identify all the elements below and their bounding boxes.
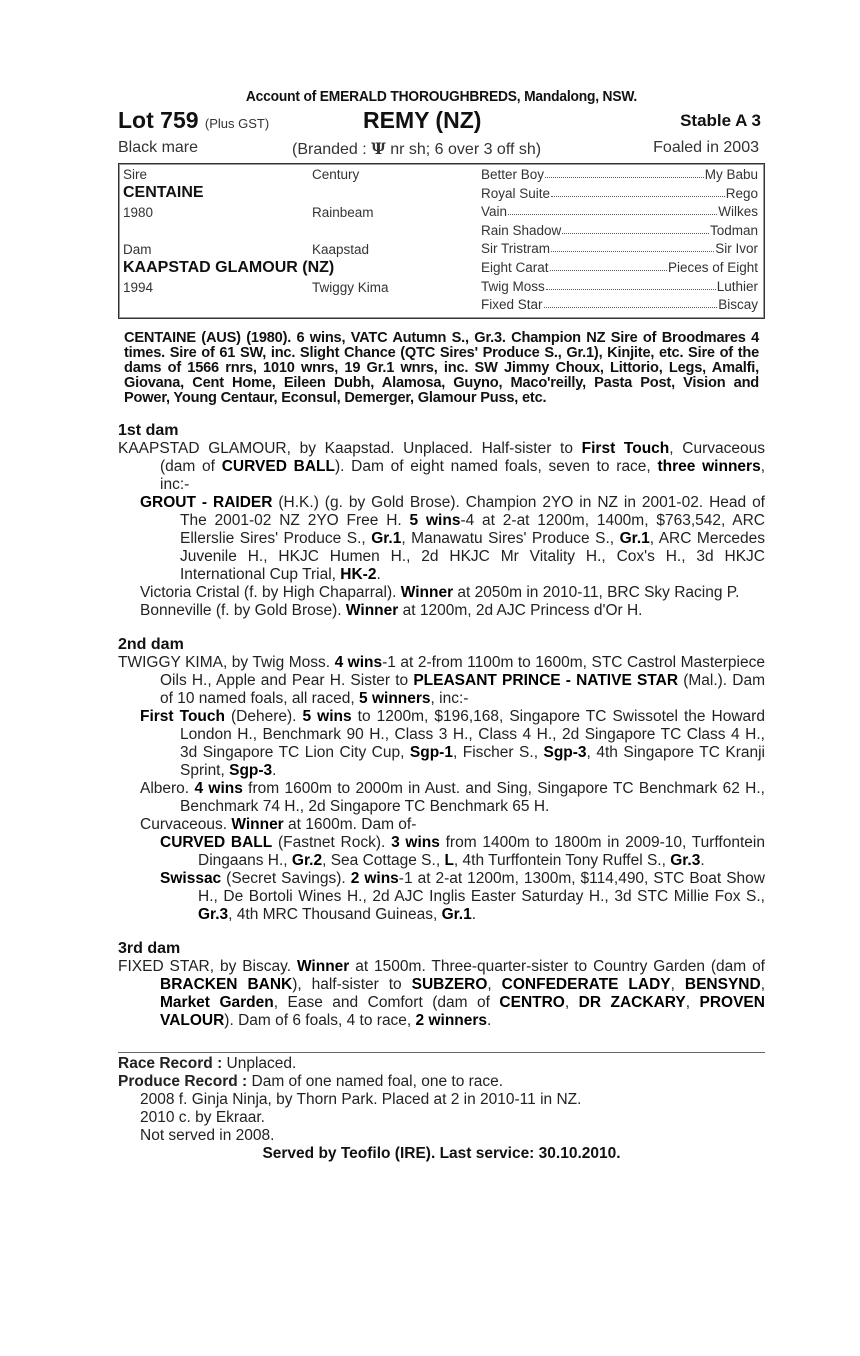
text: KAAPSTAD GLAMOUR, by Kaapstad. Unplaced. Half-sister to (118, 440, 582, 457)
bold-text: CENTRO (499, 994, 565, 1011)
text: , Fischer S., (452, 744, 544, 761)
ancestor-name: Rain Shadow (481, 222, 562, 238)
text: , Manawatu Sires' Produce S., (401, 530, 620, 547)
bold-text: 4 wins (334, 654, 383, 671)
bold-text: PROVEN VALOUR (160, 994, 765, 1029)
dot-leader (508, 204, 717, 215)
bold-text: three winners (657, 458, 761, 475)
bold-text: Winner (400, 584, 454, 601)
sire-label: Sire (123, 167, 148, 182)
dot-leader (562, 223, 709, 234)
pedigree-third-gen-row (481, 223, 758, 238)
bold-text: CURVED BALL (160, 834, 273, 851)
text: , Ease and Comfort (dam of (273, 994, 500, 1011)
pedigree-third-gen-row (481, 297, 758, 312)
text: ), half-sister to (292, 976, 412, 993)
lot-label: Lot 759 (118, 107, 199, 133)
bold-text: CONFEDERATE LADY (501, 976, 671, 993)
dot-leader (550, 260, 667, 271)
dam-label: Dam (123, 242, 152, 257)
bold-text: Gr.3 (670, 852, 701, 869)
text: (H.K.) (g. by Gold Brose). Champion 2YO in NZ in 2001-02. Head of The 2001-02 NZ 2YO Free H. (180, 494, 765, 529)
pedigree-entry (118, 780, 765, 816)
bold-text: PLEASANT PRINCE - NATIVE STAR (413, 672, 679, 689)
produce-item: Not served in 2008. (140, 1127, 275, 1144)
text: , (670, 976, 685, 993)
brand-mark-icon: Ψ (371, 139, 386, 158)
bold-text: DR ZACKARY (578, 994, 686, 1011)
bold-text: GROUT - RAIDER (140, 494, 273, 511)
bold-text: CURVED BALL (221, 458, 335, 475)
bold-text: Gr.1 (371, 530, 402, 547)
bold-text: 4 wins (194, 780, 243, 797)
text: at 2050m in 2010-11, BRC Sky Racing P. (453, 584, 740, 601)
service-info: Served by Teofilo (IRE). Last service: 30.10.2010. (262, 1145, 621, 1162)
produce-list (118, 1091, 765, 1145)
sire-sire: Century (312, 167, 360, 182)
race-record-value: Unplaced. (226, 1055, 297, 1072)
bold-text: 5 wins (302, 708, 352, 725)
bold-text: HK-2 (340, 566, 377, 583)
dot-leader (551, 186, 725, 197)
horse-description: Black mare (118, 139, 199, 156)
text: , (760, 976, 765, 993)
text: -1 at 2-from 1100m to 1600m, STC Castrol Masterpiece Oils H., Apple and Pear H. Sister to (160, 654, 765, 689)
text: , (564, 994, 579, 1011)
ancestor-sire: Luthier (716, 278, 758, 294)
text: FIXED STAR, by Biscay. (118, 958, 297, 975)
text: , 4th Singapore TC Kranji Sprint, (180, 744, 765, 779)
text: to 1200m, $196,168, Singapore TC Swissotel the Howard London H., Benchmark 90 H., Class 3 H., Class 4 H., 2d Singapore TC Class 4 H., 3d Singapore TC Lion City Cup, (180, 708, 765, 761)
text: (Secret Savings). (221, 870, 351, 887)
text: (Fastnet Rock). (272, 834, 392, 851)
pedigree-entry (118, 494, 765, 584)
race-record (118, 1055, 765, 1073)
text: , ARC Mercedes Juvenile H., HKJC Humen H., 2d HKJC Mr Vitality H., Cox's H., 3d HKJC International Cup Trial, (180, 530, 765, 583)
bold-text: Winner (296, 958, 350, 975)
text: . (376, 566, 381, 583)
text: . (471, 906, 477, 923)
text: , 4th MRC Thousand Guineas, (228, 906, 442, 923)
text: . (700, 852, 705, 869)
pedigree-third-gen-row (481, 204, 758, 219)
ancestor-name: Eight Carat (481, 260, 549, 275)
text: , (685, 994, 700, 1011)
text: -1 at 2-at 1200m, 1300m, $114,490, STC Boat Show H., De Bortoli Wines H., 2d AJC Inglis Easter Saturday H., 3d STC Millie Fox S., (198, 870, 765, 905)
stable-location: Stable A 3 (680, 111, 761, 130)
horse-name: REMY (NZ) (363, 107, 482, 133)
dam-sire: Kaapstad (312, 242, 370, 257)
bold-text: 3 wins (391, 834, 440, 851)
ancestor-sire: My Babu (704, 167, 758, 182)
text: , inc:- (160, 458, 766, 493)
bold-text: Swissac (160, 870, 222, 887)
ancestor-sire: Rego (725, 185, 758, 201)
bold-text: BRACKEN BANK (160, 976, 293, 993)
pedigree-entry (118, 816, 765, 834)
brand-prefix: (Branded : (292, 141, 372, 158)
bold-text: Sgp-3 (229, 762, 273, 779)
bold-text: 5 winners (359, 690, 431, 707)
bold-text: BENSYND (684, 976, 761, 993)
section-heading: 3rd dam (118, 940, 181, 957)
bold-text: L (444, 852, 454, 869)
foaled-year: Foaled in 2003 (653, 139, 759, 156)
pedigree-third-gen-row (481, 186, 758, 201)
text: at 1500m. Three-quarter-sister to Country Garden (dam of (349, 958, 765, 975)
dam-year: 1994 (123, 280, 154, 295)
ancestor-name: Vain (481, 204, 508, 220)
text: ). Dam of eight named foals, seven to race, (334, 458, 658, 475)
text: -4 at 2-at 1200m, 1400m, $763,542, ARC Ellerslie Sires' Produce S., (180, 512, 765, 547)
sire-name: CENTAINE (123, 184, 204, 201)
text: , Sea Cottage S., (322, 852, 445, 869)
bold-text: Market Garden (160, 994, 274, 1011)
pedigree-entry (118, 602, 765, 620)
pedigree-entry (118, 834, 765, 870)
sire-summary: CENTAINE (AUS) (1980). 6 wins, VATC Autumn S., Gr.3. Champion NZ Sire of Broodmares 4 times. Sire of 61 SW, inc. Slight Chance (QTC Sires' Produce S., Gr.1), Kinjite, etc. Sire of the dams of 1566 rnrs, 1010 wnrs, 19 Gr.1 wnrs, inc. SW Jimmy Choux, Littorio, Legs, Amalfi, Giovana, Cent Home, Eileen Dubh, Alamosa, Guyno, Maco'reilly, Pasta Post, Vision and Power, Young Centaur, Econsul, Demerger, Glamour Puss, etc. (124, 330, 759, 406)
text: Victoria Cristal (f. by High Chaparral). (140, 584, 401, 601)
sire-dam: Rainbeam (312, 205, 374, 220)
ancestor-name: Royal Suite (481, 185, 551, 201)
dam-dam: Twiggy Kima (312, 280, 389, 295)
pedigree-third-gen-row (481, 167, 758, 182)
text: from 1400m to 1800m in 2009-10, Turffontein Dingaans H., (198, 834, 765, 869)
dam-name: KAAPSTAD GLAMOUR (NZ) (123, 259, 335, 276)
plus-gst: (Plus GST) (204, 116, 270, 131)
pedigree-entry (118, 440, 765, 494)
text: at 1600m. Dam of- (283, 816, 417, 833)
text: Curvaceous. (140, 816, 232, 833)
text: , Curvaceous (dam of (160, 440, 765, 475)
produce-record-label: Produce Record : (118, 1073, 252, 1090)
dot-leader (545, 167, 704, 178)
dot-leader (544, 297, 718, 308)
pedigree-third-gen-row (481, 260, 758, 275)
ancestor-name: Better Boy (481, 167, 545, 182)
text: Bonneville (f. by Gold Brose). (140, 602, 346, 619)
pedigree-third-gen-row (481, 241, 758, 256)
bold-text: 2 winners (415, 1012, 488, 1029)
produce-record-value: Dam of one named foal, one to race. (251, 1073, 504, 1090)
text: from 1600m to 2000m in Aust. and Sing, Singapore TC Benchmark 62 H., Benchmark 74 H., 2d Singapore TC Benchmark 65 H. (180, 780, 765, 815)
text: . (487, 1012, 492, 1029)
ancestor-sire: Todman (709, 222, 758, 238)
bold-text: Gr.3 (198, 906, 229, 923)
catalogue-page (118, 88, 765, 1163)
pedigree-entry (118, 870, 765, 924)
bold-text: First Touch (581, 440, 670, 457)
text: , (487, 976, 502, 993)
pedigree-entry (118, 708, 765, 780)
bold-text: Winner (231, 816, 284, 833)
text: (Dehere). (224, 708, 303, 725)
bold-text: 5 wins (409, 512, 461, 529)
produce-item: 2008 f. Ginja Ninja, by Thorn Park. Placed at 2 in 2010-11 in NZ. (140, 1091, 582, 1108)
vendor-account: Account of EMERALD THOROUGHBREDS, Mandalong, NSW. (245, 88, 638, 105)
bold-text: Sgp-3 (543, 744, 587, 761)
sire-year: 1980 (123, 205, 154, 220)
dot-leader (546, 279, 716, 290)
ancestor-sire: Sir Ivor (715, 241, 758, 257)
divider (118, 1052, 765, 1053)
ancestor-sire: Biscay (718, 297, 758, 313)
ancestor-sire: Wilkes (718, 204, 758, 220)
text: (Mal.). Dam of 10 named foals, all raced, (160, 672, 765, 707)
bold-text: Winner (345, 602, 399, 619)
bold-text: Sgp-1 (409, 744, 453, 761)
bold-text: Gr.1 (619, 530, 650, 547)
produce-record (118, 1073, 765, 1091)
bold-text: 2 wins (350, 870, 399, 887)
ancestor-name: Sir Tristram (481, 241, 550, 257)
bold-text: SUBZERO (411, 976, 488, 993)
pedigree-entry (118, 584, 765, 602)
bold-text: First Touch (140, 708, 225, 725)
race-record-label: Race Record : (118, 1055, 227, 1072)
ancestor-name: Twig Moss (481, 278, 545, 294)
text: TWIGGY KIMA, by Twig Moss. (118, 654, 335, 671)
text: , 4th Turffontein Tony Ruffel S., (453, 852, 671, 869)
lot-number (118, 107, 269, 134)
section-heading: 1st dam (118, 422, 179, 439)
text: , inc:- (430, 690, 469, 707)
ancestor-sire: Pieces of Eight (667, 260, 758, 275)
ancestor-name: Fixed Star (481, 297, 543, 313)
text: ). Dam of 6 foals, 4 to race, (224, 1012, 416, 1029)
bold-text: Gr.1 (441, 906, 472, 923)
pedigree-table (118, 163, 765, 319)
dot-leader (551, 241, 714, 252)
text: Albero. (140, 780, 195, 797)
brand-suffix: nr sh; 6 over 3 off sh) (385, 141, 542, 158)
pedigree-third-gen-row (481, 279, 758, 294)
bold-text: Gr.2 (291, 852, 323, 869)
text: at 1200m, 2d AJC Princess d'Or H. (398, 602, 643, 619)
brand-info (292, 139, 541, 159)
pedigree-entry (118, 958, 765, 1030)
section-heading: 2nd dam (118, 636, 184, 653)
pedigree-entry (118, 654, 765, 708)
produce-item: 2010 c. by Ekraar. (140, 1109, 265, 1126)
text: . (272, 762, 277, 779)
